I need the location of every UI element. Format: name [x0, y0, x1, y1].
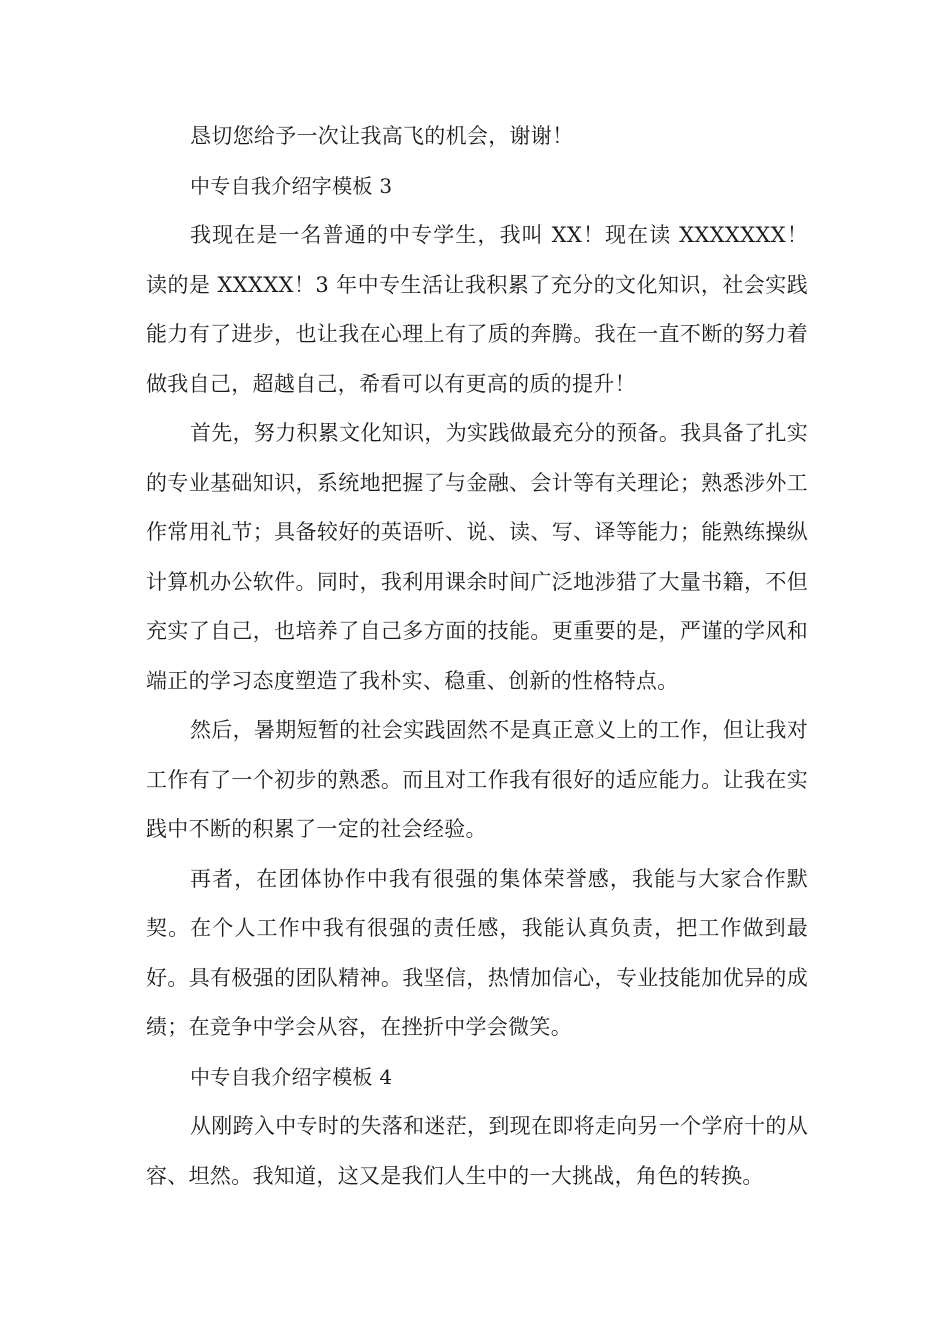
section-heading-template-3: 中专自我介绍字模板 3: [190, 173, 393, 198]
paragraph-moreover: 再者，在团体协作中我有很强的集体荣誉感，我能与大家合作默契。在个人工作中我有很强的责任感，我能认真负责，把工作做到最好。具有极强的团队精神。我坚信，热情加信心，专业技能加优异的成绩；在竞争中学会从容，在挫折中学会微笑。: [146, 866, 808, 1039]
document-page: [146, 112, 808, 1201]
paragraph-closing: 恳切您给予一次让我高飞的机会，谢谢！: [190, 124, 574, 148]
paragraph-then: 然后，暑期短暂的社会实践固然不是真正意义上的工作，但让我对工作有了一个初步的熟悉。而且对工作我有很好的适应能力。让我在实践中不断的积累了一定的社会经验。: [146, 718, 808, 841]
paragraph-first: 首先，努力积累文化知识，为实践做最充分的预备。我具备了扎实的专业基础知识，系统地把握了与金融、会计等有关理论；熟悉涉外工作常用礼节；具备较好的英语听、说、读、写、译等能力；能熟练操纵计算机办公软件。同时，我利用课余时间广泛地涉猎了大量书籍，不但充实了自己，也培养了自己多方面的技能。更重要的是，严谨的学风和端正的学习态度塑造了我朴实、稳重、创新的性格特点。: [146, 421, 808, 693]
paragraph-intro: 我现在是一名普通的中专学生，我叫 XX！现在读 XXXXXXX！读的是 XXXXX！3 年中专生活让我积累了充分的文化知识，社会实践能力有了进步，也让我在心理上有了质的奔腾。我在一直不断的努力着做我自己，超越自己，希看可以有更高的质的提升！: [146, 223, 808, 396]
section-heading-template-4: 中专自我介绍字模板 4: [190, 1064, 393, 1089]
paragraph-transition: 从刚跨入中专时的失落和迷茫，到现在即将走向另一个学府十的从容、坦然。我知道，这又是我们人生中的一大挑战，角色的转换。: [146, 1114, 808, 1188]
